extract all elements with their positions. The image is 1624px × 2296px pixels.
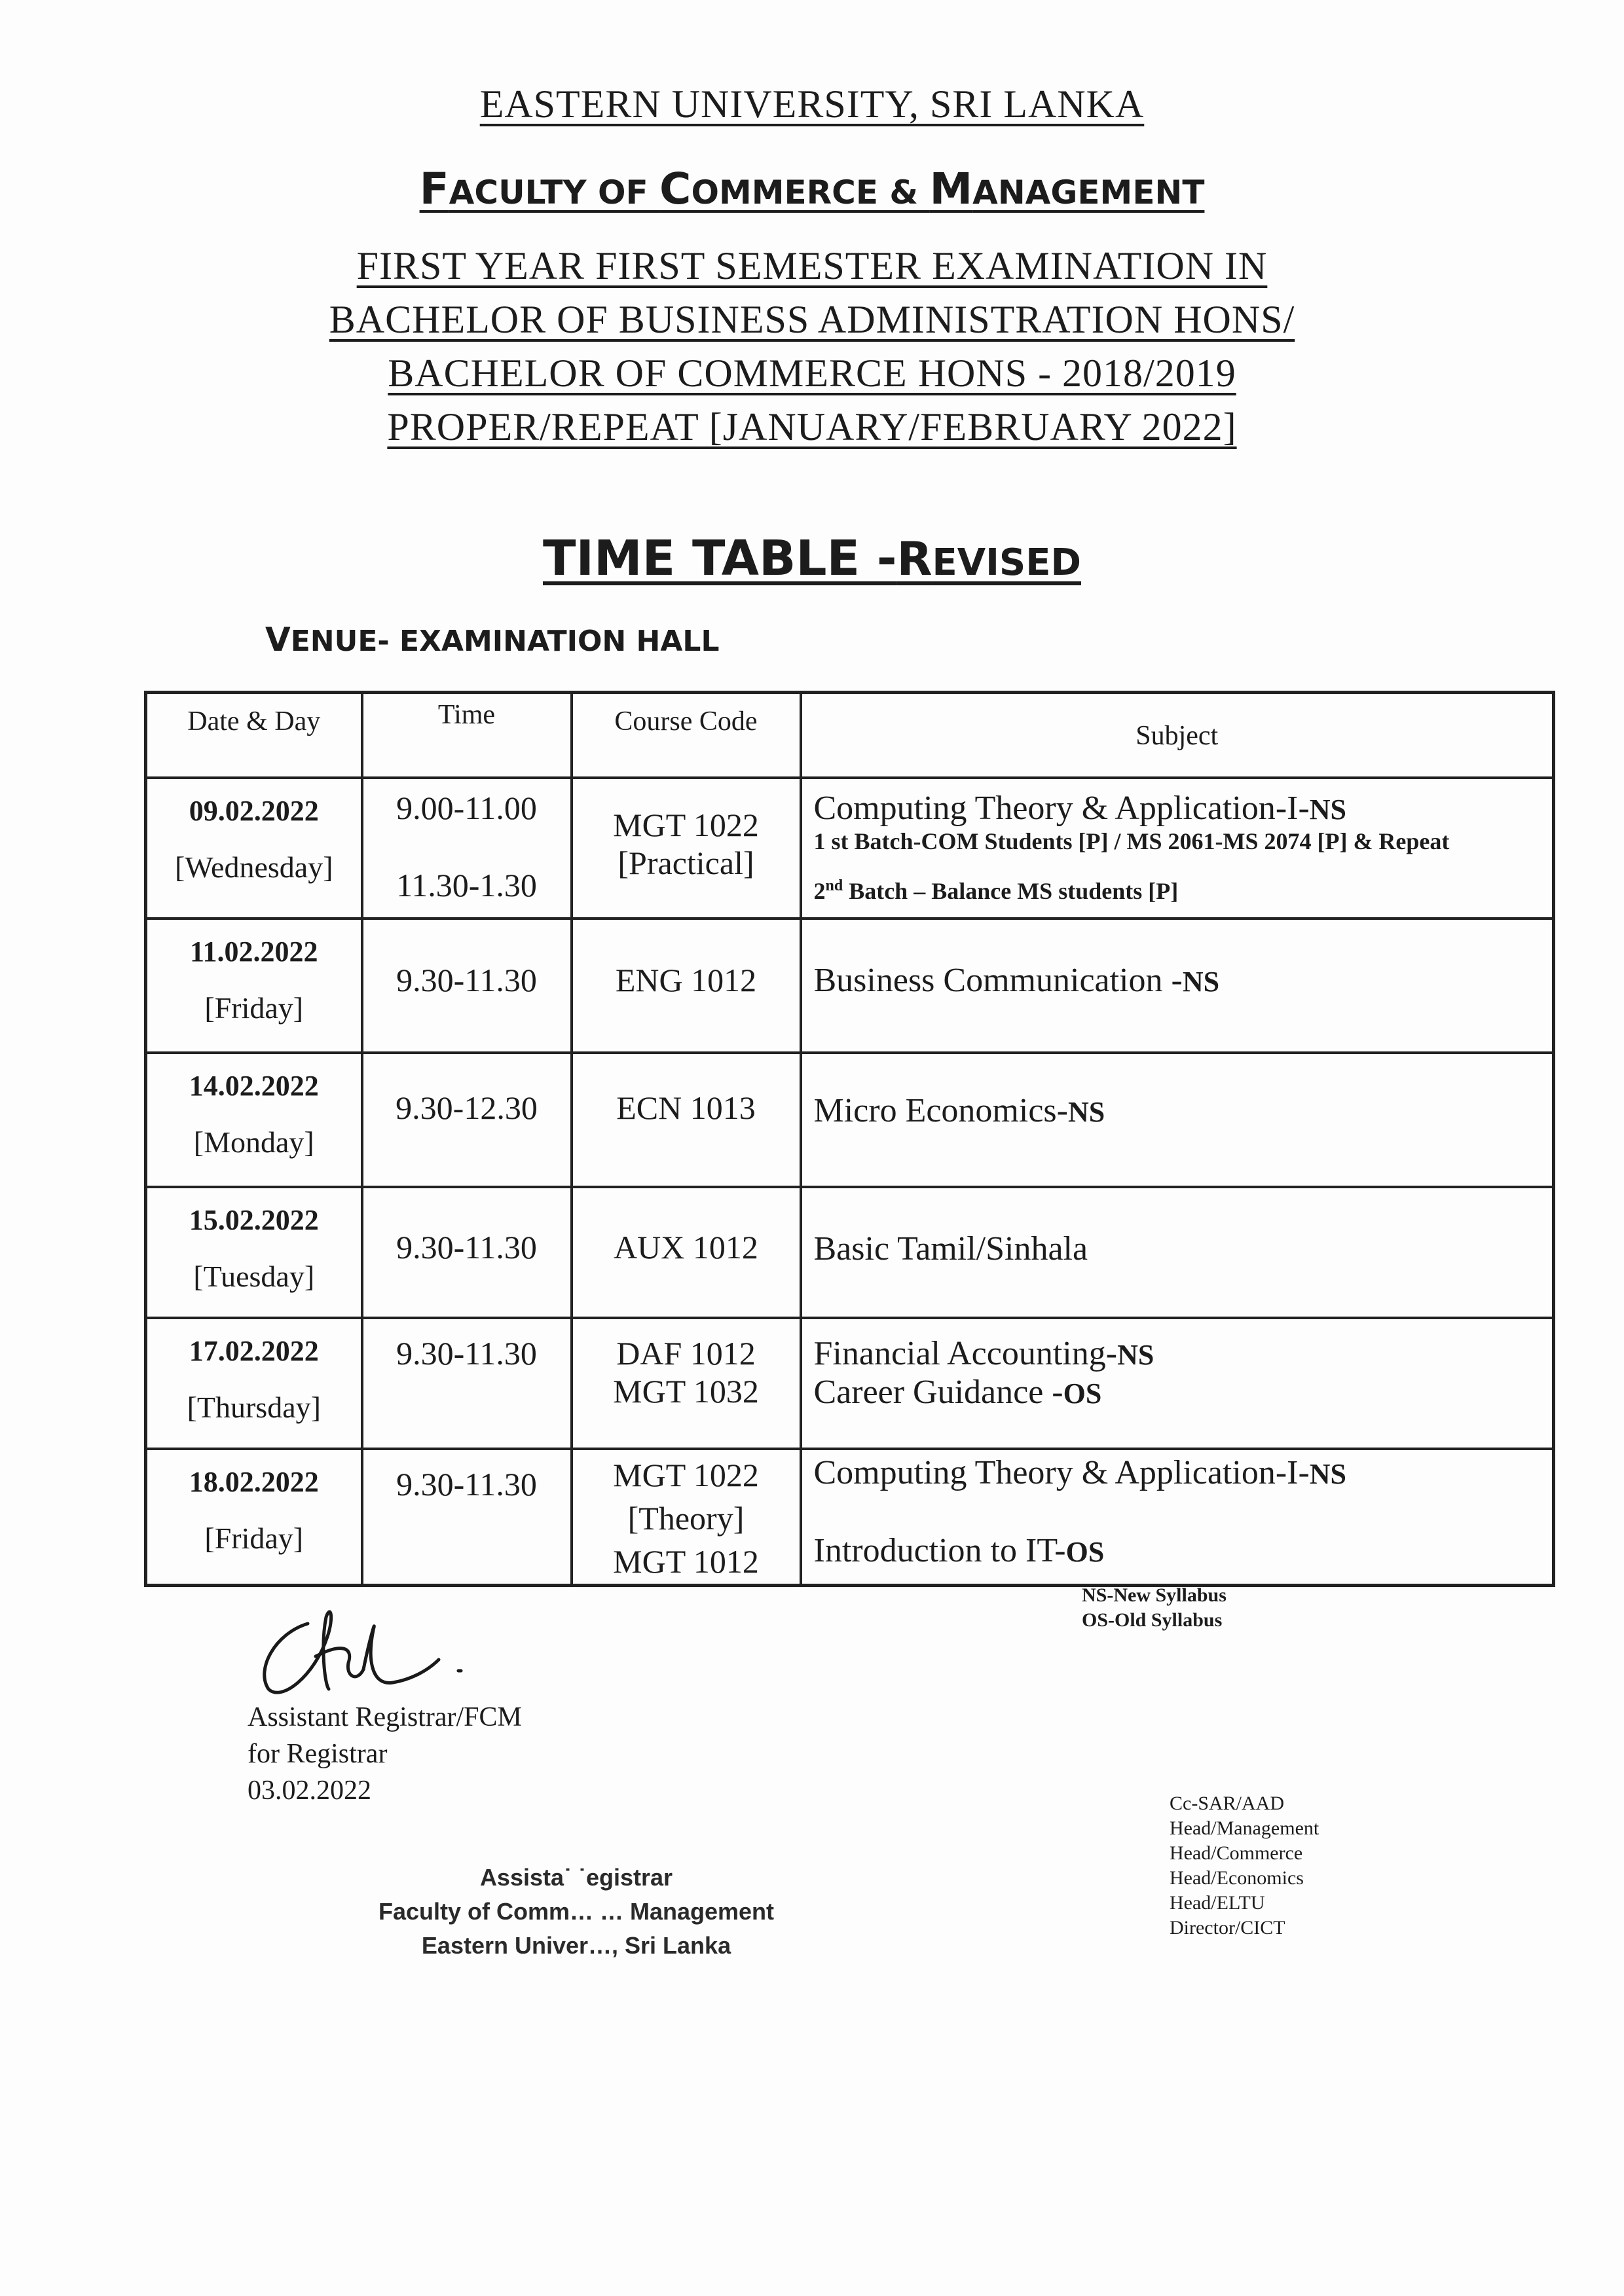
header-time: Time [362,693,572,778]
cc-item: Head/ELTU [1170,1892,1265,1914]
table-row [146,1318,1554,1449]
time-cell: 9.30-11.30 [362,1318,572,1449]
cc-list [1170,1791,1319,1941]
legend-ns: NS-New Syllabus [1082,1584,1227,1606]
date-cell: 17.02.2022 [Thursday] [146,1318,362,1449]
table-row [146,1449,1554,1586]
exam-title-line: BACHELOR OF BUSINESS ADMINISTRATION HONS/ [329,298,1295,341]
exam-title-line: BACHELOR OF COMMERCE HONS - 2018/2019 [388,352,1236,395]
date-cell: 11.02.2022 [Friday] [146,919,362,1053]
course-code-cell: AUX 1012 [572,1187,801,1318]
exam-timetable [144,691,1555,1587]
header-date: Date & Day [146,693,362,778]
venue: VENUE- EXAMINATION HALL [265,621,720,659]
signatory-block [248,1699,522,1809]
subject-cell: Computing Theory & Application-I-NS Introduction to IT-OS [801,1449,1554,1586]
exam-title-line: FIRST YEAR FIRST SEMESTER EXAMINATION IN [356,244,1268,287]
subject-cell: Business Communication -NS [801,919,1554,1053]
course-code-cell: MGT 1022 [Practical] [572,778,801,919]
date-cell: 18.02.2022 [Friday] [146,1449,362,1586]
header-course-code: Course Code [572,693,801,778]
time-cell: 9.30-11.30 [362,919,572,1053]
time-cell: 9.30-11.30 [362,1187,572,1318]
syllabus-legend [1082,1583,1227,1633]
date-cell: 14.02.2022 [Monday] [146,1053,362,1187]
table-row [146,1053,1554,1187]
time-cell: 9.00-11.00 11.30-1.30 [362,778,572,919]
table-row [146,919,1554,1053]
subject-cell: Basic Tamil/Sinhala [801,1187,1554,1318]
faculty-name: FACULTY OF COMMERCE & MANAGEMENT [419,164,1205,214]
signatory-title: Assistant Registrar/FCM [248,1702,522,1732]
table-row [146,1187,1554,1318]
course-code-cell: ECN 1013 [572,1053,801,1187]
legend-os: OS-Old Syllabus [1082,1609,1223,1631]
time-cell: 9.30-11.30 [362,1449,572,1586]
date-cell: 15.02.2022 [Tuesday] [146,1187,362,1318]
exam-title [0,239,1624,454]
time-cell: 9.30-12.30 [362,1053,572,1187]
signatory-for: for Registrar [248,1739,388,1769]
course-code-cell: ENG 1012 [572,919,801,1053]
timetable-heading: TIME TABLE -REVISED [543,530,1081,587]
cc-item: Head/Commerce [1170,1842,1303,1864]
table-row [146,778,1554,919]
header-subject: Subject [801,693,1554,778]
official-stamp: Assista˙ ˙egistrar Faculty of Comm… … Management Eastern Univer…, Sri Lanka [378,1864,775,1959]
subject-cell: Micro Economics-NS [801,1053,1554,1187]
course-code-cell: MGT 1022 [Theory] MGT 1012 [572,1449,801,1586]
date-cell: 09.02.2022 [Wednesday] [146,778,362,919]
signature-date: 03.02.2022 [248,1776,371,1806]
subject-cell: Computing Theory & Application-I-NS 1 st Batch-COM Students [P] / MS 2061-MS 2074 [P] & Repeat 2nd Batch – Balance MS students [P] [801,778,1554,919]
signature-image [242,1597,485,1709]
course-code-cell: DAF 1012 MGT 1032 [572,1318,801,1449]
subject-cell: Financial Accounting-NS Career Guidance -OS [801,1318,1554,1449]
cc-item: Cc-SAR/AAD [1170,1793,1285,1814]
table-header-row [146,693,1554,778]
university-name: EASTERN UNIVERSITY, SRI LANKA [479,82,1145,126]
cc-item: Director/CICT [1170,1917,1285,1939]
exam-title-line: PROPER/REPEAT [JANUARY/FEBRUARY 2022] [387,405,1237,448]
cc-item: Head/Economics [1170,1867,1304,1889]
cc-item: Head/Management [1170,1817,1320,1839]
